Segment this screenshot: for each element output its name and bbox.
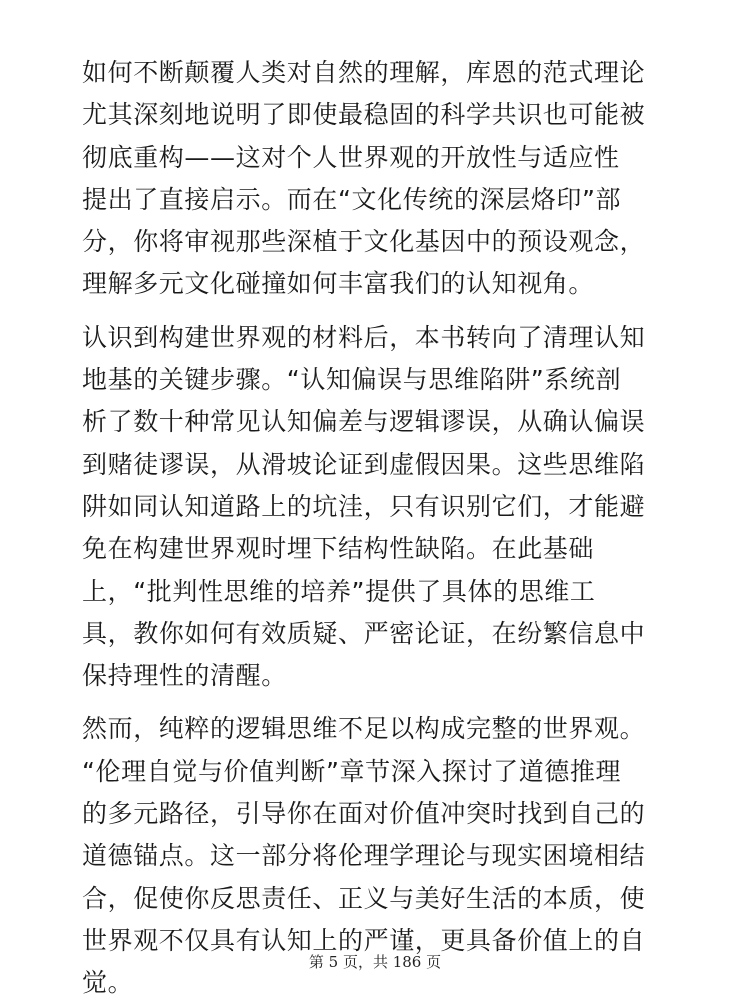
paragraph-2: 认识到构建世界观的材料后，本书转向了清理认知 地基的关键步骤。“认知偏误与思维陷阱”系统剖 析了数十种常见认知偏差与逻辑谬误，从确认偏误 到赌徒谬误，从滑坡论证到虚假因果。这些思维陷 阱如同认知道路上的坑洼，只有识别它们，才能避 免在构建世界观时埋下结构性缺陷。在此基础 上，“批判性思维的培养”提供了具体的思维工 具，教你如何有效质疑、严密论证，在纷繁信息中 保持理性的清醒。 [82,322,646,691]
paragraph-1: 如何不断颠覆人类对自然的理解，库恩的范式理论 尤其深刻地说明了即使最稳固的科学共识也可能被 彻底重构——这对个人世界观的开放性与适应性 提出了直接启示。而在“文化传统的深层烙印”部 分，你将审视那些深植于文化基因中的预设观念， 理解多元文化碰撞如何丰富我们的认知视角。 [82,58,646,299]
page-number-footer: 第 5 页，共 186 页 [308,953,442,971]
body-text [82,52,682,1005]
paragraph-3: 然而，纯粹的逻辑思维不足以构成完整的世界观。 “伦理自觉与价值判断”章节深入探讨了道德推理 的多元路径，引导你在面对价值冲突时找到自己的 道德锚点。这一部分将伦理学理论与现实困境相结 合，促使你反思责任、正义与美好生活的本质，使 世界观不仅具有认知上的严谨，更具备价值上的自 觉。 [82,714,646,998]
